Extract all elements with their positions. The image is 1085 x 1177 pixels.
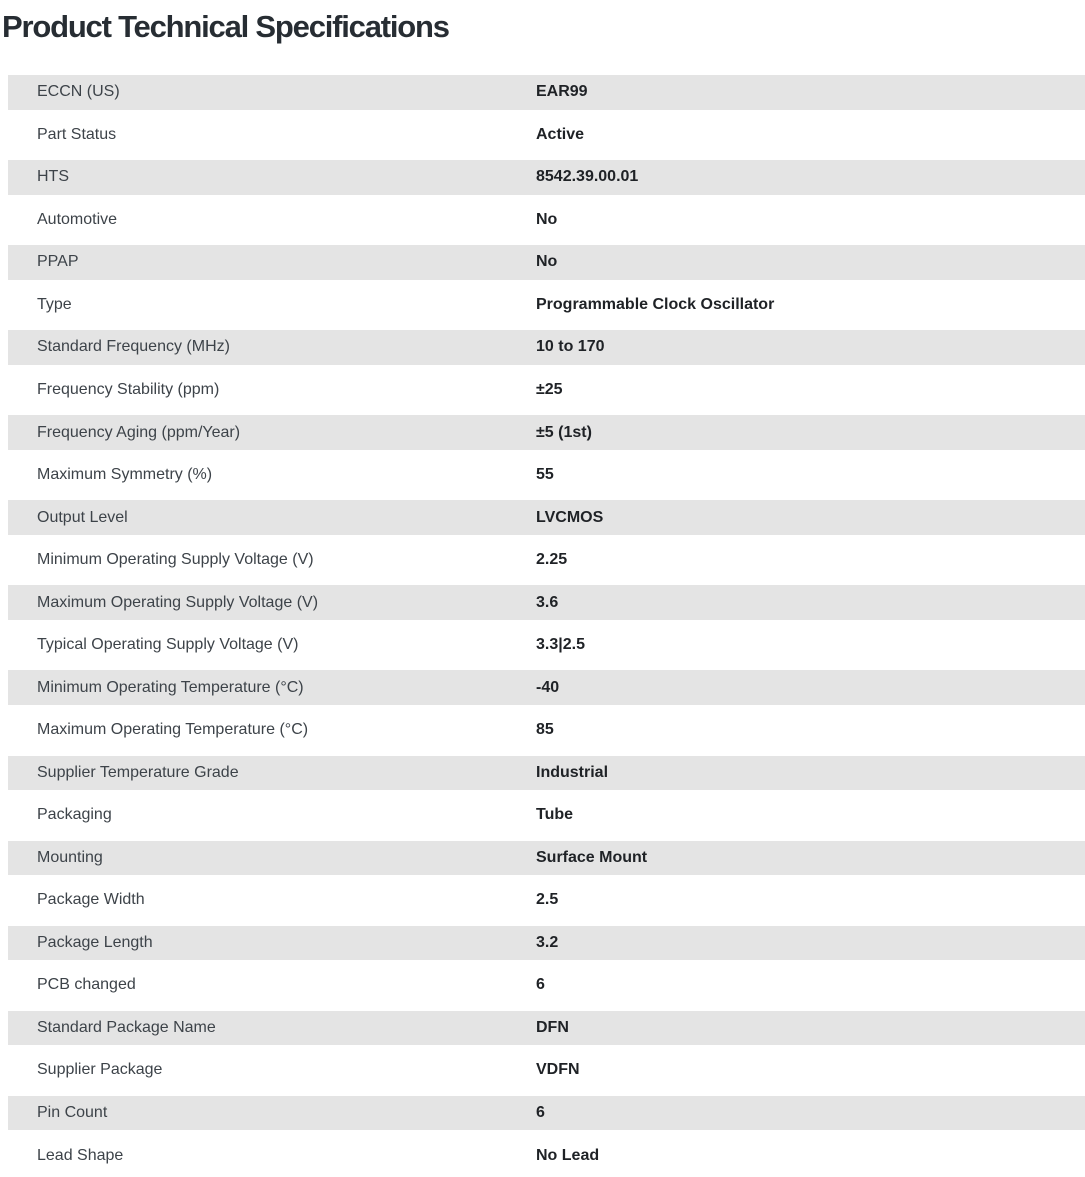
- spec-row: [8, 1049, 1085, 1092]
- spec-label: PCB changed: [37, 976, 136, 994]
- spec-row: [8, 1092, 1085, 1135]
- spec-value: No Lead: [536, 1146, 600, 1164]
- spec-value: 2.5: [536, 891, 559, 909]
- spec-label: Type: [37, 295, 72, 313]
- spec-label: Packaging: [37, 806, 112, 824]
- spec-label: Package Length: [37, 933, 153, 951]
- spec-value: 3.2: [536, 933, 559, 951]
- spec-value: Programmable Clock Oscillator: [536, 295, 775, 313]
- page-title: Product Technical Specifications: [2, 9, 449, 44]
- spec-value: 8542.39.00.01: [536, 168, 639, 186]
- spec-row: [8, 666, 1085, 709]
- spec-row: [8, 879, 1085, 922]
- spec-value: Industrial: [536, 763, 609, 781]
- spec-value: No: [536, 253, 558, 271]
- spec-value: Tube: [536, 806, 574, 824]
- spec-label: ECCN (US): [37, 83, 120, 101]
- spec-value: 2.25: [536, 551, 568, 569]
- spec-value: 6: [536, 1104, 545, 1122]
- spec-value: ±5 (1st): [536, 423, 592, 441]
- spec-label: Minimum Operating Temperature (°C): [37, 678, 304, 696]
- spec-label: Maximum Operating Supply Voltage (V): [37, 593, 319, 611]
- spec-label: Minimum Operating Supply Voltage (V): [37, 551, 314, 569]
- spec-value: 6: [536, 976, 545, 994]
- spec-label: Package Width: [37, 891, 145, 909]
- spec-row: [8, 1007, 1085, 1050]
- spec-label: Typical Operating Supply Voltage (V): [37, 636, 299, 654]
- spec-label: Supplier Temperature Grade: [37, 763, 239, 781]
- spec-label: Standard Frequency (MHz): [37, 338, 230, 356]
- spec-row: [8, 752, 1085, 795]
- spec-row: [8, 709, 1085, 752]
- spec-row: [8, 1134, 1085, 1177]
- spec-row: [8, 624, 1085, 667]
- spec-row: [8, 581, 1085, 624]
- spec-row: [8, 964, 1085, 1007]
- spec-label: Frequency Stability (ppm): [37, 380, 220, 398]
- spec-label: PPAP: [37, 253, 79, 271]
- spec-value: ±25: [536, 380, 563, 398]
- spec-row: [8, 156, 1085, 199]
- spec-row: [8, 496, 1085, 539]
- spec-row: [8, 454, 1085, 497]
- spec-label: Pin Count: [37, 1104, 108, 1122]
- spec-value: DFN: [536, 1018, 569, 1036]
- spec-row: [8, 837, 1085, 880]
- spec-value: 3.3|2.5: [536, 636, 585, 654]
- spec-value: VDFN: [536, 1061, 580, 1079]
- specifications-table: [8, 71, 1085, 1177]
- spec-label: Supplier Package: [37, 1061, 163, 1079]
- spec-label: Maximum Symmetry (%): [37, 466, 213, 484]
- spec-row: [8, 241, 1085, 284]
- spec-value: 3.6: [536, 593, 559, 611]
- spec-row: [8, 369, 1085, 412]
- spec-value: No: [536, 210, 558, 228]
- spec-label: Standard Package Name: [37, 1018, 216, 1036]
- spec-row: [8, 411, 1085, 454]
- spec-label: Output Level: [37, 508, 128, 526]
- spec-row: [8, 114, 1085, 157]
- spec-row: [8, 794, 1085, 837]
- spec-label: Automotive: [37, 210, 118, 228]
- spec-row: [8, 284, 1085, 327]
- spec-value: Active: [536, 125, 585, 143]
- spec-value: 85: [536, 721, 554, 739]
- page-header: [0, 0, 1085, 71]
- spec-row: [8, 199, 1085, 242]
- spec-row: [8, 71, 1085, 114]
- spec-value: 10 to 170: [536, 338, 605, 356]
- spec-value: 55: [536, 466, 554, 484]
- spec-value: EAR99: [536, 83, 588, 101]
- spec-label: HTS: [37, 168, 69, 186]
- spec-row: [8, 539, 1085, 582]
- spec-row: [8, 922, 1085, 965]
- spec-label: Mounting: [37, 848, 103, 866]
- spec-label: Frequency Aging (ppm/Year): [37, 423, 241, 441]
- spec-row: [8, 326, 1085, 369]
- spec-label: Maximum Operating Temperature (°C): [37, 721, 309, 739]
- spec-value: -40: [536, 678, 560, 696]
- spec-value: LVCMOS: [536, 508, 604, 526]
- spec-label: Lead Shape: [37, 1146, 124, 1164]
- spec-value: Surface Mount: [536, 848, 648, 866]
- spec-label: Part Status: [37, 125, 117, 143]
